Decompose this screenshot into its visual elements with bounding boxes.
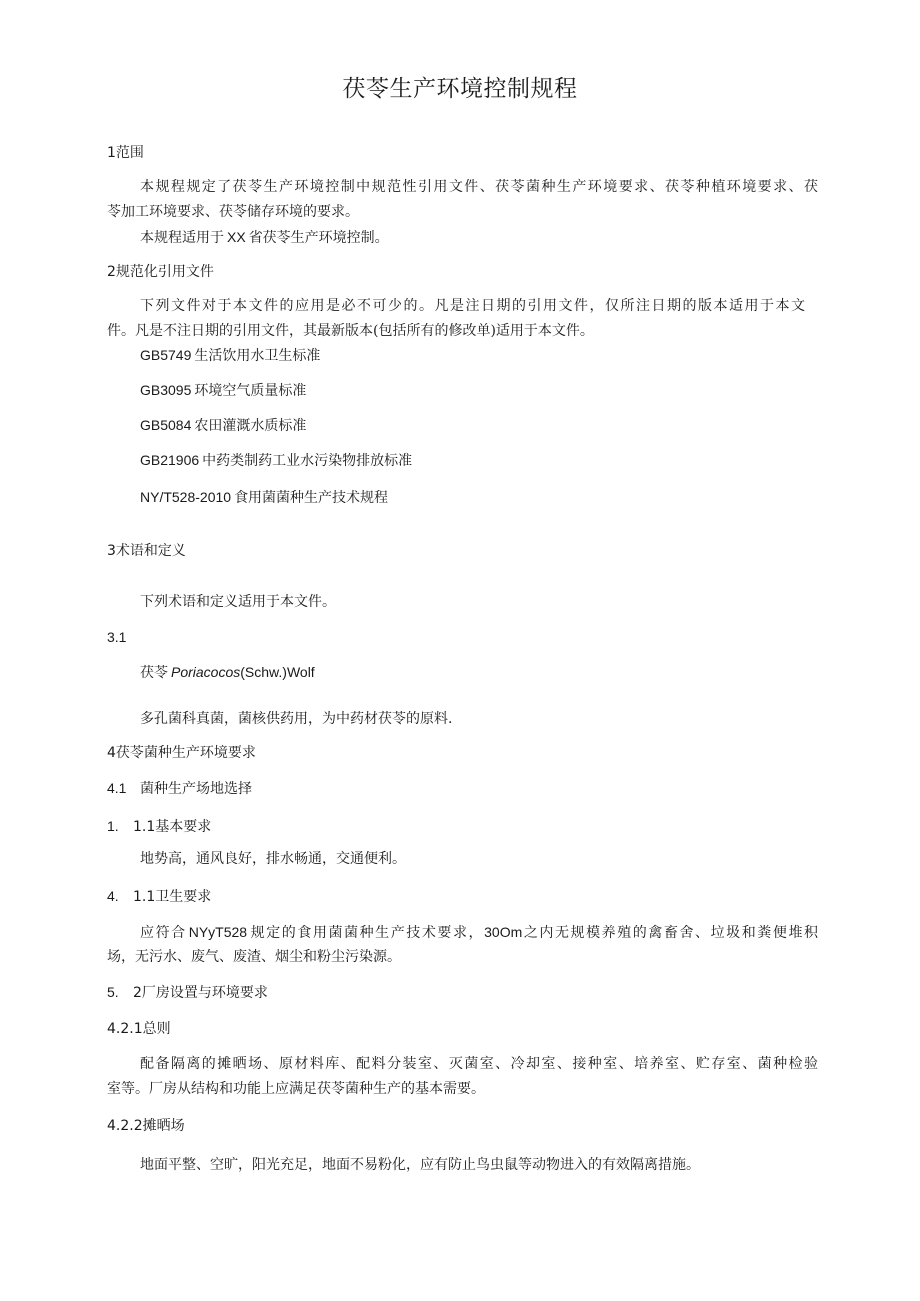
standard-code: NYyT528 (188, 924, 248, 940)
subsection-3-1-number: 3.1 (107, 629, 127, 645)
subsection-number: 1. (107, 818, 119, 834)
subsection-number: 4.1 (107, 780, 127, 796)
reference-title: 食用菌菌种生产技术规程 (234, 490, 389, 506)
reference-item (140, 488, 388, 507)
section-3-paragraph: 下列术语和定义适用于本文件。 (140, 594, 336, 610)
term-author: (Schw.)Wolf (240, 664, 315, 680)
reference-item (140, 416, 306, 435)
subsection-number: 5. (107, 984, 119, 1000)
term-entry (140, 663, 315, 682)
reference-code: NY/T528-2010 (140, 489, 232, 505)
section-2-paragraph-line-1: 下列文件对于本文件的应用是必不可少的。凡是注日期的引用文件，仅所注日期的版本适用于本文 (140, 298, 805, 314)
subsection-4-2-heading (107, 983, 268, 1002)
reference-code: GB5749 (140, 347, 192, 363)
document-title: 茯苓生产环境控制规程 (342, 76, 578, 102)
scope-suffix: 省茯苓生产环境控制。 (248, 230, 389, 246)
section-4-heading: 4茯苓菌种生产环境要求 (107, 745, 256, 761)
subsection-4-1-heading (107, 779, 252, 798)
subsection-4-1-2-heading (107, 887, 211, 906)
text-run: 之内无规模养殖的禽畜舍、垃圾和粪便堆积 (522, 925, 819, 941)
reference-item (140, 346, 320, 365)
reference-code: GB5084 (140, 417, 192, 433)
subsection-4-2-1-paragraph-line-2: 室等。厂房从结构和功能上应满足茯苓菌种生产的基本需要。 (107, 1081, 485, 1097)
reference-code: GB21906 (140, 452, 200, 468)
reference-title: 环境空气质量标准 (194, 383, 307, 399)
province-code: XX (227, 229, 246, 245)
subsection-4-1-2-paragraph-line-2: 场，无污水、废气、废渣、烟尘和粉尘污染源。 (107, 949, 401, 965)
section-1-heading: 1范围 (107, 145, 144, 161)
text-run: 规定的食用菌菌种生产技术要求， (249, 925, 485, 941)
reference-item (140, 451, 412, 470)
scope-prefix: 本规程适用于 (140, 230, 224, 246)
subsection-4-1-1-heading (107, 817, 211, 836)
subsection-4-2-1-heading: 4.2.1总则 (107, 1021, 171, 1037)
section-3-heading: 3术语和定义 (107, 543, 186, 559)
text-run: 应符合 (140, 925, 187, 941)
section-1-paragraph-1-line-1: 本规程规定了茯苓生产环境控制中规范性引用文件、茯苓菌种生产环境要求、茯苓种植环境要求、茯 (140, 179, 818, 195)
section-1-paragraph-2 (140, 228, 389, 247)
term-chinese: 茯苓 (140, 665, 168, 681)
subsection-4-2-1-paragraph-line-1: 配备隔离的摊晒场、原材料库、配料分装室、灭菌室、冷却室、接种室、培养室、贮存室、菌种检验 (140, 1056, 818, 1072)
term-latin-name: Poriacocos (171, 664, 241, 680)
subsection-title: 菌种生产场地选择 (140, 781, 252, 797)
reference-title: 中药类制药工业水污染物排放标准 (202, 453, 413, 469)
subsection-number: 4. (107, 888, 119, 904)
subsection-title: 2厂房设置与环境要求 (133, 985, 268, 1001)
reference-title: 农田灌溉水质标准 (194, 418, 307, 434)
section-2-paragraph-line-2: 件。凡是不注日期的引用文件，其最新版本(包括所有的修改单)适用于本文件。 (107, 323, 594, 339)
reference-title: 生活饮用水卫生标准 (194, 348, 321, 364)
reference-item (140, 381, 306, 400)
subsection-4-2-2-paragraph: 地面平整、空旷，阳光充足，地面不易粉化，应有防止鸟虫鼠等动物进入的有效隔离措施。 (140, 1157, 700, 1173)
distance-value: 30Om (484, 924, 523, 940)
term-definition: 多孔菌科真菌，菌核供药用，为中药材茯苓的原料. (140, 711, 453, 727)
section-2-heading: 2规范化引用文件 (107, 264, 214, 280)
subsection-4-1-1-paragraph: 地势高，通风良好，排水畅通，交通便利。 (140, 851, 406, 867)
reference-code: GB3095 (140, 382, 192, 398)
subsection-title: 1.1卫生要求 (133, 889, 212, 905)
subsection-4-2-2-heading: 4.2.2摊晒场 (107, 1118, 185, 1134)
section-1-paragraph-1-line-2: 苓加工环境要求、茯苓储存环境的要求。 (107, 204, 359, 220)
subsection-title: 1.1基本要求 (133, 819, 212, 835)
subsection-4-1-2-paragraph-line-1 (140, 923, 818, 942)
